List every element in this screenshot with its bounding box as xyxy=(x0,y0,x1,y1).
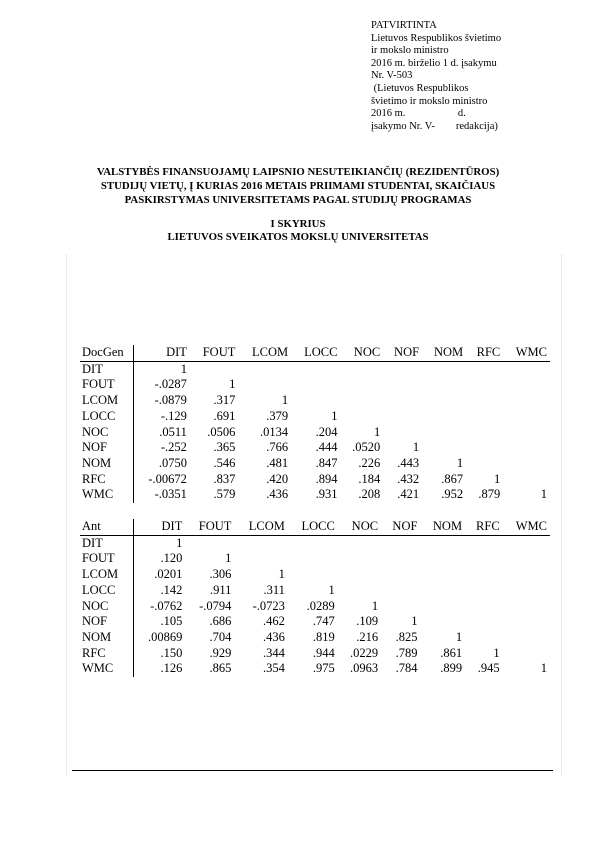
correlation-value: .546 xyxy=(213,455,236,470)
correlation-value: .929 xyxy=(209,645,232,660)
correlation-value: .481 xyxy=(266,455,289,470)
row-label: NOF xyxy=(80,614,134,630)
correlation-value: 1 xyxy=(180,361,187,376)
correlation-value: .766 xyxy=(266,440,289,455)
empty-cell xyxy=(288,535,338,551)
header-row xyxy=(80,345,550,361)
empty-cell xyxy=(234,535,287,551)
approval-line: švietimo ir mokslo ministro xyxy=(371,95,488,107)
table-row xyxy=(80,487,550,503)
correlation-value: .436 xyxy=(262,629,285,644)
row-label: RFC xyxy=(80,646,134,662)
correlation-value: .432 xyxy=(397,471,420,486)
table-row xyxy=(80,456,550,472)
table-row xyxy=(80,567,550,583)
row-label: NOM xyxy=(80,456,134,472)
column-header: NOF xyxy=(381,519,420,535)
correlation-value: 1 xyxy=(456,455,464,470)
empty-cell xyxy=(338,535,381,551)
correlation-value: .952 xyxy=(441,487,464,502)
correlation-value: .126 xyxy=(160,661,183,676)
correlation-value: .344 xyxy=(262,645,285,660)
table-row xyxy=(80,472,550,488)
empty-cell xyxy=(288,567,338,583)
correlation-value: .436 xyxy=(266,487,289,502)
section-number: I SKYRIUS xyxy=(270,218,326,230)
header-row xyxy=(80,519,550,535)
empty-cell xyxy=(466,377,503,393)
correlation-value: .379 xyxy=(266,408,289,423)
empty-cell xyxy=(422,393,466,409)
correlation-value: 1 xyxy=(412,440,420,455)
table-row xyxy=(80,599,550,615)
empty-cell xyxy=(422,361,466,377)
table-row xyxy=(80,393,550,409)
empty-cell xyxy=(503,361,550,377)
correlation-value: .306 xyxy=(209,567,232,582)
title-line: PASKIRSTYMAS UNIVERSITETAMS PAGAL STUDIJŲ PROGRAMAS xyxy=(124,194,472,206)
empty-cell xyxy=(466,361,503,377)
empty-cell xyxy=(338,583,381,599)
correlation-value: .0963 xyxy=(349,661,379,676)
correlation-value: .204 xyxy=(315,424,338,439)
correlation-value: 1 xyxy=(281,393,289,408)
correlation-value: 1 xyxy=(540,661,547,676)
empty-cell xyxy=(466,425,503,441)
correlation-value: .704 xyxy=(209,629,232,644)
empty-cell xyxy=(465,614,503,630)
correlation-value: .0511 xyxy=(159,424,187,439)
column-header: LOCC xyxy=(291,345,340,361)
empty-cell xyxy=(503,614,550,630)
title-line: VALSTYBĖS FINANSUOJAMŲ LAIPSNIO NESUTEIKIANČIŲ (REZIDENTŪROS) xyxy=(96,166,500,178)
correlation-value: .945 xyxy=(477,661,500,676)
table-row xyxy=(80,614,550,630)
approval-line: 2016 m. birželio 1 d. įsakymu xyxy=(371,57,497,69)
column-header: RFC xyxy=(466,345,503,361)
correlation-value: 1 xyxy=(225,551,232,566)
correlation-value: 1 xyxy=(373,424,381,439)
approval-line: Nr. V-503 xyxy=(371,70,413,82)
correlation-value: .317 xyxy=(213,393,236,408)
empty-cell xyxy=(503,409,550,425)
empty-cell xyxy=(465,630,503,646)
correlation-value: .208 xyxy=(358,487,381,502)
correlation-value: .686 xyxy=(209,614,232,629)
table-row xyxy=(80,646,550,662)
row-label: LOCC xyxy=(80,409,134,425)
row-label: RFC xyxy=(80,472,134,488)
correlation-value: -.129 xyxy=(160,408,187,423)
approval-line: (Lietuvos Respublikos xyxy=(371,82,469,94)
empty-cell xyxy=(503,583,550,599)
empty-cell xyxy=(465,583,503,599)
table-row xyxy=(80,551,550,567)
correlation-value: .105 xyxy=(160,614,183,629)
empty-cell xyxy=(383,377,422,393)
correlation-table-docgen xyxy=(80,345,550,503)
empty-cell xyxy=(465,535,503,551)
empty-cell xyxy=(465,599,503,615)
row-label: WMC xyxy=(80,661,134,677)
scanned-figure xyxy=(66,255,562,775)
empty-cell xyxy=(381,551,420,567)
column-header: NOF xyxy=(383,345,422,361)
correlation-value: 1 xyxy=(176,535,183,550)
correlation-value: -.0794 xyxy=(199,598,232,613)
correlation-value: 1 xyxy=(494,471,501,486)
correlation-value: .184 xyxy=(358,471,381,486)
correlation-value: -.0762 xyxy=(150,598,183,613)
empty-cell xyxy=(338,551,381,567)
correlation-value: .861 xyxy=(440,645,463,660)
column-header: DIT xyxy=(134,519,186,535)
title-line: STUDIJŲ VIETŲ, Į KURIAS 2016 METAIS PRIIMAMI STUDENTAI, SKAIČIAUS xyxy=(100,180,496,192)
empty-cell xyxy=(340,377,383,393)
correlation-value: .462 xyxy=(262,614,285,629)
row-label: LCOM xyxy=(80,567,134,583)
empty-cell xyxy=(503,551,550,567)
empty-cell xyxy=(503,425,550,441)
approval-line: ir mokslo ministro xyxy=(371,45,449,57)
correlation-value: .109 xyxy=(356,614,379,629)
bottom-rule xyxy=(72,770,553,771)
column-header: NOC xyxy=(338,519,381,535)
empty-cell xyxy=(383,409,422,425)
correlation-value: .579 xyxy=(213,487,236,502)
correlation-value: .0134 xyxy=(260,424,289,439)
empty-cell xyxy=(381,567,420,583)
correlation-value: 1 xyxy=(455,629,463,644)
row-label: DIT xyxy=(80,361,134,377)
correlation-value: .420 xyxy=(266,471,289,486)
table-row xyxy=(80,661,550,677)
row-label: NOC xyxy=(80,425,134,441)
row-label: NOM xyxy=(80,630,134,646)
correlation-value: .784 xyxy=(395,661,418,676)
correlation-value: .0289 xyxy=(306,598,335,613)
correlation-value: -.0723 xyxy=(252,598,285,613)
correlation-value: .311 xyxy=(263,582,285,597)
empty-cell xyxy=(422,425,466,441)
correlation-value: .867 xyxy=(441,471,464,486)
empty-cell xyxy=(420,599,465,615)
table-row xyxy=(80,409,550,425)
column-header: DIT xyxy=(134,345,190,361)
correlation-value: .0520 xyxy=(352,440,381,455)
empty-cell xyxy=(340,361,383,377)
empty-cell xyxy=(340,409,383,425)
correlation-value: .0506 xyxy=(207,424,236,439)
approval-stamp xyxy=(371,20,571,133)
correlation-value: .443 xyxy=(397,455,420,470)
row-label: FOUT xyxy=(80,377,134,393)
table-title: Ant xyxy=(80,519,134,535)
section-name: LIETUVOS SVEIKATOS MOKSLŲ UNIVERSITETAS xyxy=(167,231,429,243)
correlation-value: .931 xyxy=(315,487,338,502)
empty-cell xyxy=(234,551,287,567)
correlation-value: .819 xyxy=(312,629,335,644)
empty-cell xyxy=(291,377,340,393)
correlation-value: .0750 xyxy=(158,455,187,470)
empty-cell xyxy=(422,440,466,456)
empty-cell xyxy=(465,567,503,583)
table-row xyxy=(80,630,550,646)
row-label: DIT xyxy=(80,535,134,551)
correlation-value: .691 xyxy=(213,408,236,423)
correlation-value: .365 xyxy=(213,440,236,455)
correlation-value: 1 xyxy=(371,598,379,613)
correlation-value: .944 xyxy=(312,645,335,660)
column-header: FOUT xyxy=(185,519,234,535)
row-label: LOCC xyxy=(80,583,134,599)
correlation-value: .847 xyxy=(315,455,338,470)
empty-cell xyxy=(466,409,503,425)
empty-cell xyxy=(503,535,550,551)
correlation-value: .142 xyxy=(160,582,183,597)
correlation-value: 1 xyxy=(411,614,418,629)
column-header: NOM xyxy=(420,519,465,535)
empty-cell xyxy=(422,409,466,425)
empty-cell xyxy=(466,440,503,456)
column-header: LCOM xyxy=(238,345,291,361)
correlation-value: .216 xyxy=(356,629,379,644)
correlation-value: .421 xyxy=(397,487,420,502)
correlation-value: .879 xyxy=(478,487,501,502)
approval-line: Lietuvos Respublikos švietimo xyxy=(371,32,502,44)
empty-cell xyxy=(420,551,465,567)
approval-line: 2016 m. d. xyxy=(371,108,466,120)
empty-cell xyxy=(466,393,503,409)
empty-cell xyxy=(383,425,422,441)
empty-cell xyxy=(503,377,550,393)
table-row xyxy=(80,583,550,599)
correlation-table-ant xyxy=(80,519,550,677)
correlation-value: .150 xyxy=(160,645,183,660)
column-header: LCOM xyxy=(234,519,287,535)
correlation-value: .894 xyxy=(315,471,338,486)
correlation-value: .444 xyxy=(315,440,338,455)
correlation-value: .975 xyxy=(312,661,335,676)
correlation-value: .789 xyxy=(395,645,418,660)
document-title xyxy=(40,165,556,207)
row-label: NOF xyxy=(80,440,134,456)
column-header: NOM xyxy=(422,345,466,361)
column-header: RFC xyxy=(465,519,503,535)
correlation-value: .825 xyxy=(395,629,418,644)
empty-cell xyxy=(420,614,465,630)
row-label: NOC xyxy=(80,599,134,615)
table-row xyxy=(80,535,550,551)
row-label: WMC xyxy=(80,487,134,503)
table-title: DocGen xyxy=(80,345,134,361)
correlation-value: .747 xyxy=(312,614,335,629)
empty-cell xyxy=(381,583,420,599)
correlation-value: .226 xyxy=(358,455,381,470)
correlation-value: .00869 xyxy=(147,629,183,644)
row-label: FOUT xyxy=(80,551,134,567)
empty-cell xyxy=(466,456,503,472)
column-header: FOUT xyxy=(190,345,238,361)
empty-cell xyxy=(420,583,465,599)
correlation-value: .899 xyxy=(440,661,463,676)
empty-cell xyxy=(340,393,383,409)
correlation-value: .354 xyxy=(262,661,285,676)
empty-cell xyxy=(503,630,550,646)
empty-cell xyxy=(185,535,234,551)
table-row xyxy=(80,440,550,456)
correlation-value: 1 xyxy=(328,582,335,597)
empty-cell xyxy=(381,599,420,615)
scan-border xyxy=(66,255,562,775)
empty-cell xyxy=(288,551,338,567)
empty-cell xyxy=(503,599,550,615)
approval-line: įsakymo Nr. V- redakcija) xyxy=(371,120,498,132)
empty-cell xyxy=(238,361,291,377)
correlation-value: .837 xyxy=(213,471,236,486)
empty-cell xyxy=(381,535,420,551)
empty-cell xyxy=(503,393,550,409)
empty-cell xyxy=(503,472,550,488)
correlation-value: -.0287 xyxy=(154,377,187,392)
empty-cell xyxy=(503,440,550,456)
table-row xyxy=(80,377,550,393)
approval-line: PATVIRTINTA xyxy=(371,20,437,31)
empty-cell xyxy=(465,551,503,567)
correlation-value: -.0351 xyxy=(154,487,187,502)
empty-cell xyxy=(383,393,422,409)
correlation-value: 1 xyxy=(331,408,338,423)
correlation-value: .0201 xyxy=(154,567,183,582)
empty-cell xyxy=(291,361,340,377)
empty-cell xyxy=(422,377,466,393)
empty-cell xyxy=(291,393,340,409)
correlation-value: .865 xyxy=(209,661,232,676)
correlation-value: 1 xyxy=(540,487,547,502)
row-label: LCOM xyxy=(80,393,134,409)
correlation-value: -.252 xyxy=(160,440,187,455)
column-header: NOC xyxy=(340,345,383,361)
empty-cell xyxy=(503,456,550,472)
empty-cell xyxy=(338,567,381,583)
correlation-value: 1 xyxy=(278,567,285,582)
empty-cell xyxy=(383,361,422,377)
correlation-value: -.00672 xyxy=(148,471,187,486)
correlation-value: .911 xyxy=(209,582,232,597)
column-header: WMC xyxy=(503,519,550,535)
section-heading xyxy=(40,218,556,244)
table-row xyxy=(80,425,550,441)
empty-cell xyxy=(190,361,238,377)
correlation-value: .0229 xyxy=(349,645,379,660)
empty-cell xyxy=(420,567,465,583)
column-header: WMC xyxy=(503,345,550,361)
empty-cell xyxy=(420,535,465,551)
correlation-value: .120 xyxy=(160,551,183,566)
correlation-value: -.0879 xyxy=(154,393,187,408)
column-header: LOCC xyxy=(288,519,338,535)
correlation-value: 1 xyxy=(493,645,500,660)
empty-cell xyxy=(503,646,550,662)
table-row xyxy=(80,361,550,377)
empty-cell xyxy=(503,567,550,583)
empty-cell xyxy=(238,377,291,393)
correlation-value: 1 xyxy=(229,377,236,392)
